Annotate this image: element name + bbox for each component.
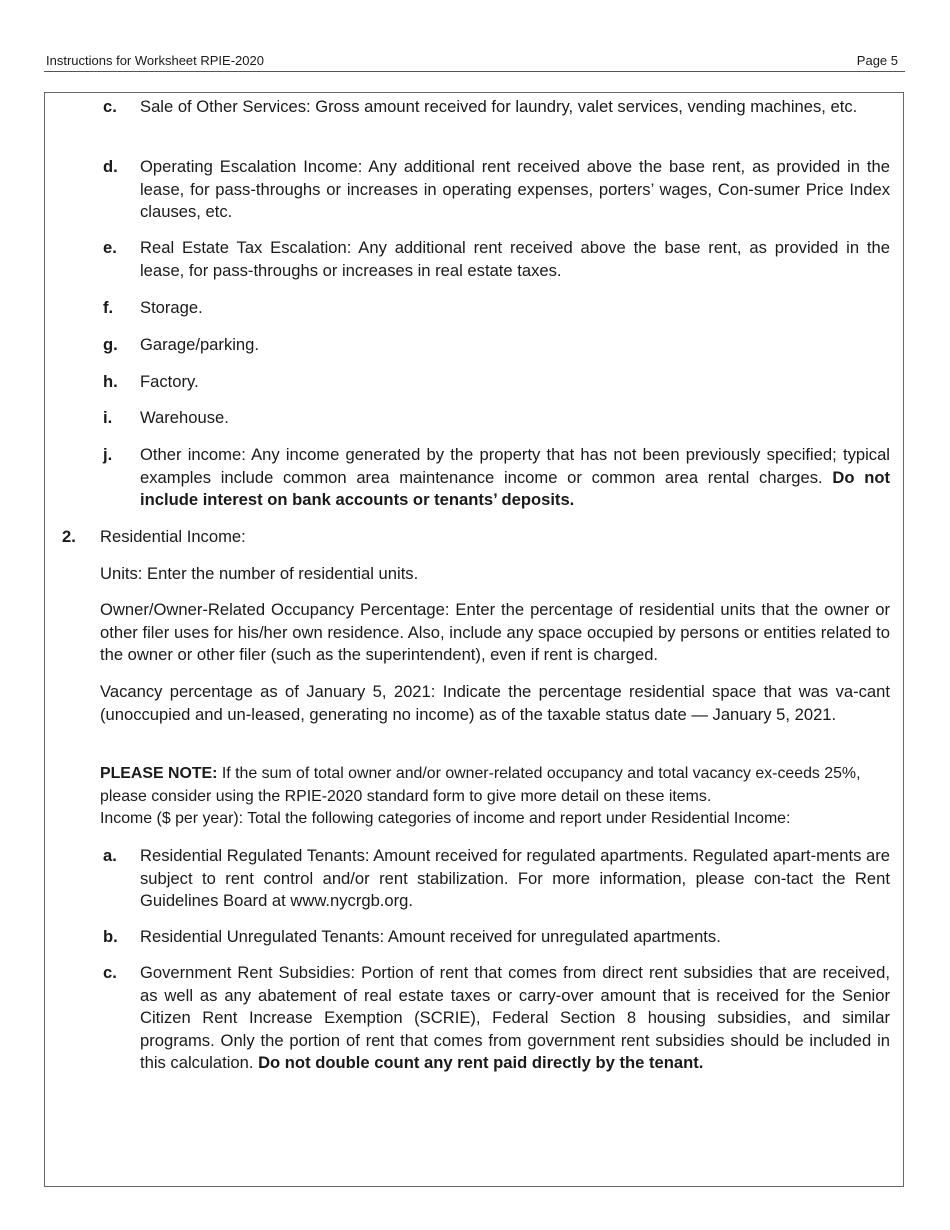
item-text-block — [140, 962, 890, 1075]
item-text: Sale of Other Services: Gross amount received for laundry, valet services, vending machines, etc. — [140, 97, 858, 116]
item-emphasis: Do not include interest on bank accounts or tenants’ deposits. — [140, 467, 890, 509]
item-text: Real Estate Tax Escalation: Any additional rent received above the base rent, as provided in the lease, for pass-throughs or increases in real estate taxes. — [140, 238, 890, 280]
item-label: c. — [103, 97, 117, 116]
owner-occupancy-paragraph: Owner/Owner-Related Occupancy Percentage: Enter the percentage of residential units that the owner or other filer uses for his/her own residence. Also, include any space occupied by persons or entities related to the owner or other filer (such as the superintendent), even if rent is charged. — [100, 600, 890, 664]
income-intro: Income ($ per year): Total the following categories of income and report under Residential Income: — [100, 810, 791, 827]
item-text: Operating Escalation Income: Any additional rent received above the base rent, as provided in the lease, for pass-throughs or increases in operating expenses, porters’ wages, Con-sumer Price Index clauses, etc. — [140, 157, 890, 221]
item-text: Residential Regulated Tenants: Amount received for regulated apartments. Regulated apart-ments are subject to rent control and/or rent stabilization. For more information, please con-tact the Rent Guidelines Board at www.nycrgb.org. — [140, 846, 890, 910]
document-title: Instructions for Worksheet RPIE-2020 — [46, 53, 264, 68]
item-text: Garage/parking. — [140, 335, 259, 354]
item-text: Other income: Any income generated by the property that has not been previously specified; typical examples include common area maintenance income or common area rental charges. — [140, 445, 890, 487]
item-label: e. — [103, 238, 117, 257]
item-label: i. — [103, 408, 113, 427]
vacancy-paragraph: Vacancy percentage as of January 5, 2021: Indicate the percentage residential space that was va-cant (unoccupied and un-leased, generating no income) as of the taxable status date — January 5, 2021. — [100, 682, 890, 724]
item-label: d. — [103, 157, 118, 176]
note-text: If the sum of total owner and/or owner-related occupancy and total vacancy ex-ceeds 25%, please consider using the RPIE-2020 standard form to give more detail on these items. — [100, 765, 861, 805]
item-label: c. — [103, 963, 117, 982]
item-emphasis: Do not double count any rent paid directly by the tenant. — [258, 1053, 704, 1072]
item-label: j. — [103, 445, 113, 464]
item-label: g. — [103, 335, 118, 354]
item-text: Residential Unregulated Tenants: Amount received for unregulated apartments. — [140, 927, 721, 946]
section-number: 2. — [62, 527, 76, 546]
item-label: a. — [103, 846, 117, 865]
note-label: PLEASE NOTE: — [100, 765, 218, 782]
item-text: Government Rent Subsidies: Portion of rent that comes from direct rent subsidies that are received, as well as any abatement of real estate taxes or carry-over amount that is received for the Senior Citizen Rent Increase Exemption (SCRIE), Federal Section 8 housing subsidies, and similar programs. Only the portion of rent that comes from government rent subsidies should be included in this calculation. — [140, 963, 890, 1072]
please-note-paragraph — [100, 763, 890, 831]
units-paragraph: Units: Enter the number of residential units. — [100, 564, 419, 583]
item-text-block — [140, 444, 890, 512]
item-label: f. — [103, 298, 114, 317]
section-heading: Residential Income: — [100, 527, 246, 546]
header-divider — [44, 71, 905, 72]
item-text: Factory. — [140, 372, 199, 391]
item-text: Warehouse. — [140, 408, 229, 427]
page-number: Page 5 — [856, 53, 898, 68]
item-text: Storage. — [140, 298, 203, 317]
item-label: b. — [103, 927, 118, 946]
item-label: h. — [103, 372, 118, 391]
